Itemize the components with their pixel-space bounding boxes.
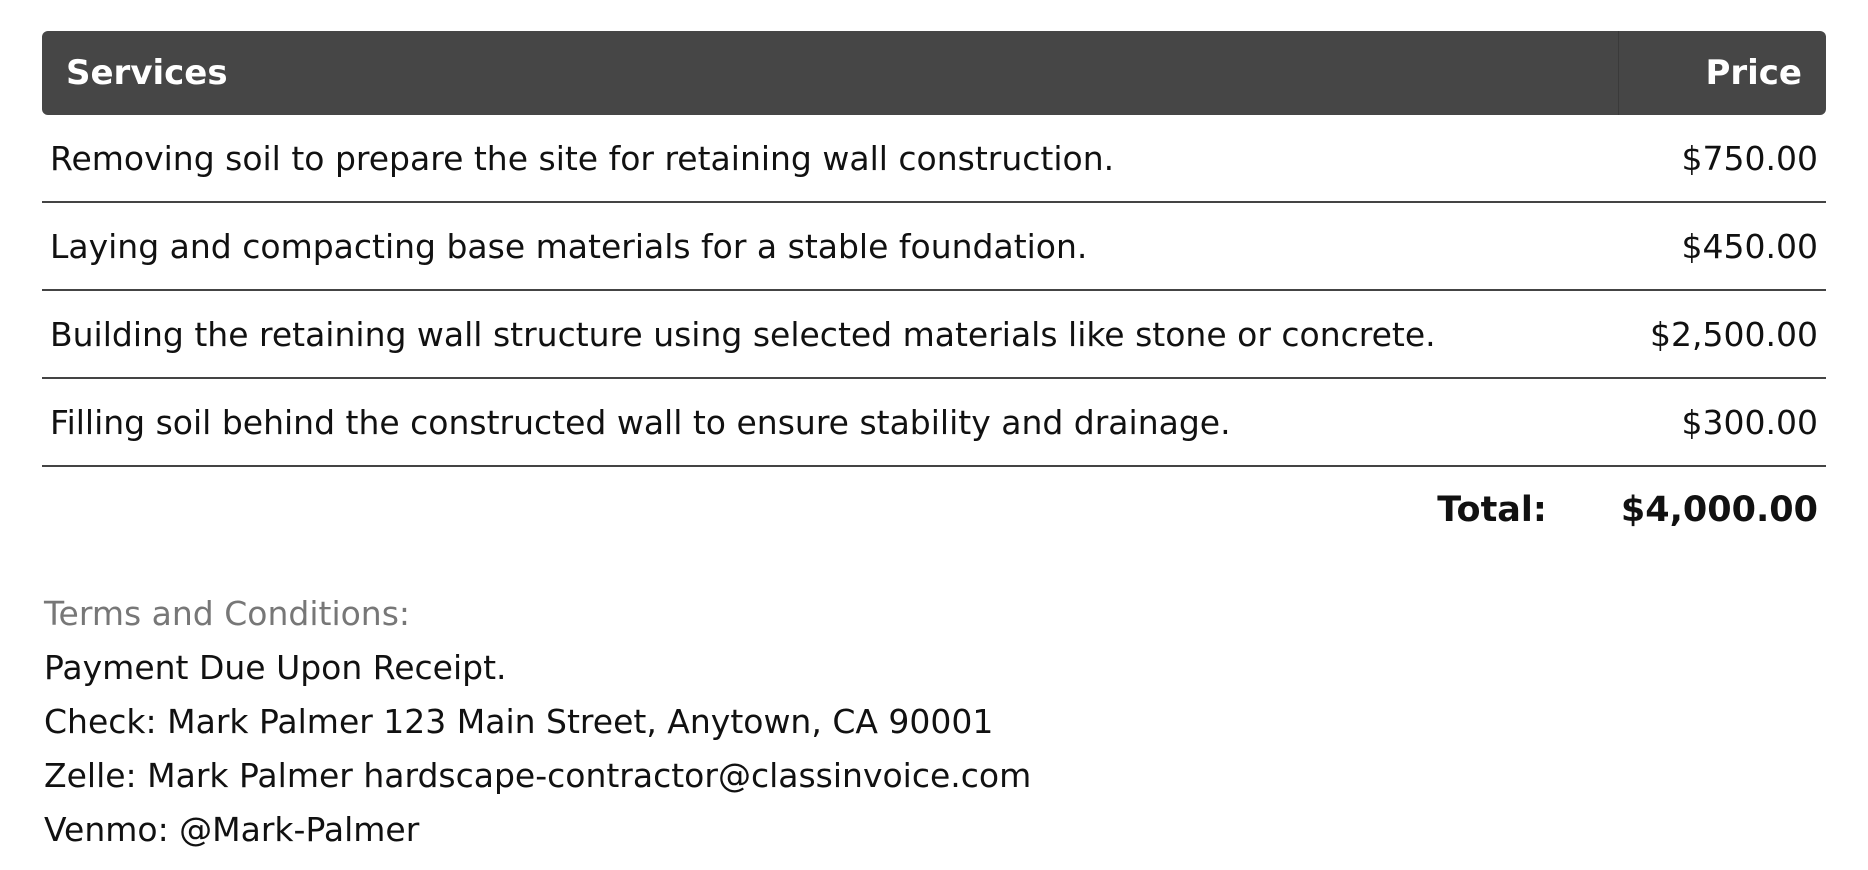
header-row — [42, 31, 1826, 115]
service-price: $750.00 — [1618, 115, 1826, 202]
table-row — [42, 115, 1826, 202]
total-row — [42, 467, 1826, 553]
check-payment-text: Check: Mark Palmer 123 Main Street, Anytown, CA 90001 — [44, 702, 994, 741]
total-value: $4,000.00 — [1620, 490, 1818, 530]
service-price: $2,500.00 — [1618, 290, 1826, 378]
service-description: Filling soil behind the constructed wall to ensure stability and drainage. — [42, 378, 1618, 466]
service-description: Removing soil to prepare the site for retaining wall construction. — [42, 115, 1618, 202]
service-price: $450.00 — [1618, 202, 1826, 290]
service-description: Building the retaining wall structure using selected materials like stone or concrete. — [42, 290, 1618, 378]
services-column-header: Services — [42, 31, 1618, 115]
price-column-header: Price — [1618, 31, 1826, 115]
services-table-header — [42, 31, 1826, 115]
terms-section — [42, 587, 1826, 857]
table-row — [42, 378, 1826, 466]
services-table — [42, 31, 1826, 467]
venmo-payment-text: Venmo: @Mark-Palmer — [44, 810, 420, 849]
service-price: $300.00 — [1618, 378, 1826, 466]
total-label: Total: — [1437, 490, 1547, 530]
table-row — [42, 202, 1826, 290]
zelle-payment-text: Zelle: Mark Palmer hardscape-contractor@classinvoice.com — [44, 756, 1032, 795]
invoice-services-section — [42, 31, 1826, 857]
payment-due-text: Payment Due Upon Receipt. — [44, 648, 507, 687]
services-table-body — [42, 115, 1826, 466]
terms-title: Terms and Conditions: — [44, 594, 411, 633]
service-description: Laying and compacting base materials for a stable foundation. — [42, 202, 1618, 290]
table-row — [42, 290, 1826, 378]
